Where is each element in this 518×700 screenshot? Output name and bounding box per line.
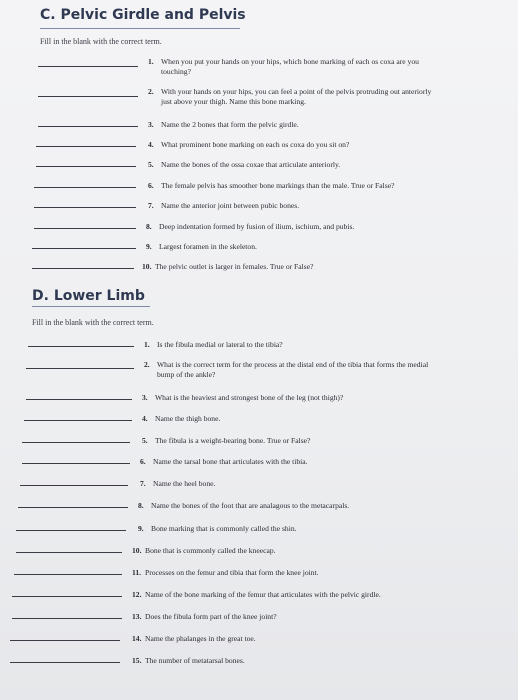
question-text: Name the anterior joint between pubic bones. bbox=[161, 201, 300, 210]
question-text: Name the thigh bone. bbox=[155, 414, 221, 423]
question-item bbox=[148, 57, 506, 77]
question-item bbox=[148, 160, 340, 170]
answer-blank[interactable] bbox=[38, 96, 138, 97]
question-number: 13. bbox=[132, 612, 142, 621]
question-text: The fibula is a weight-bearing bone. True or False? bbox=[155, 436, 311, 445]
question-number: 4. bbox=[148, 140, 154, 149]
question-item bbox=[146, 222, 354, 232]
question-number: 10. bbox=[132, 546, 142, 555]
question-number: 11. bbox=[132, 568, 142, 577]
question-text-continued: just above your thigh. Name this bone marking. bbox=[161, 97, 306, 106]
question-item bbox=[138, 524, 297, 534]
lower-limb-instructions: Fill in the blank with the correct term. bbox=[32, 318, 154, 327]
question-number: 6. bbox=[148, 181, 154, 190]
question-text: The pelvic outlet is larger in females. True or False? bbox=[155, 262, 314, 271]
question-item bbox=[148, 140, 349, 150]
question-item bbox=[140, 479, 215, 489]
question-number: 15. bbox=[132, 656, 142, 665]
question-item bbox=[148, 120, 299, 130]
answer-blank[interactable] bbox=[18, 507, 128, 508]
question-item bbox=[132, 612, 277, 622]
section-title-underline bbox=[40, 28, 240, 29]
answer-blank[interactable] bbox=[26, 368, 134, 369]
question-number: 8. bbox=[146, 222, 152, 231]
question-text: Does the fibula form part of the knee joint? bbox=[145, 612, 277, 621]
question-number: 3. bbox=[148, 120, 154, 129]
question-text: What is the heaviest and strongest bone of the leg (not thigh)? bbox=[155, 393, 344, 402]
answer-blank[interactable] bbox=[38, 66, 138, 67]
question-number: 2. bbox=[148, 87, 154, 96]
answer-blank[interactable] bbox=[16, 530, 126, 531]
question-item bbox=[148, 201, 299, 211]
question-item bbox=[142, 436, 310, 446]
question-number: 1. bbox=[148, 57, 154, 66]
question-number: 7. bbox=[148, 201, 154, 210]
answer-blank[interactable] bbox=[12, 618, 122, 619]
question-item bbox=[132, 634, 256, 644]
answer-blank[interactable] bbox=[22, 463, 130, 464]
section-title-pelvis: C. Pelvic Girdle and Pelvis bbox=[40, 7, 246, 23]
question-item bbox=[132, 656, 245, 666]
question-item bbox=[146, 242, 257, 252]
answer-blank[interactable] bbox=[10, 640, 120, 641]
question-number: 5. bbox=[148, 160, 154, 169]
question-text: Bone marking that is commonly called the shin. bbox=[151, 524, 297, 533]
question-item bbox=[132, 590, 381, 600]
question-item bbox=[144, 340, 283, 350]
question-item bbox=[138, 501, 349, 511]
question-item bbox=[140, 457, 308, 467]
pelvis-instructions: Fill in the blank with the correct term. bbox=[40, 37, 162, 46]
question-text: With your hands on your hips, you can feel a point of the pelvis protruding out anteriorly bbox=[161, 87, 432, 96]
answer-blank[interactable] bbox=[38, 126, 138, 127]
question-number: 14. bbox=[132, 634, 142, 643]
answer-blank[interactable] bbox=[20, 485, 128, 486]
question-item bbox=[142, 414, 220, 424]
question-number: 8. bbox=[138, 501, 144, 510]
answer-blank[interactable] bbox=[34, 228, 136, 229]
question-number: 12. bbox=[132, 590, 142, 599]
question-text-continued: bump of the ankle? bbox=[157, 370, 216, 379]
question-item bbox=[142, 393, 343, 403]
question-text: Name of the bone marking of the femur that articulates with the pelvic girdle. bbox=[145, 590, 381, 599]
question-text: Name the tarsal bone that articulates with the tibia. bbox=[153, 457, 308, 466]
question-number: 5. bbox=[142, 436, 148, 445]
question-item bbox=[148, 181, 394, 191]
question-text: Name the heel bone. bbox=[153, 479, 216, 488]
section-title-lower-limb: D. Lower Limb bbox=[32, 288, 145, 304]
question-item bbox=[132, 568, 319, 578]
question-text: Processes on the femur and tibia that form the knee joint. bbox=[145, 568, 319, 577]
question-text: Largest foramen in the skeleton. bbox=[159, 242, 257, 251]
question-text: The female pelvis has smoother bone markings than the male. True or False? bbox=[161, 181, 395, 190]
section-title-underline bbox=[32, 306, 150, 307]
question-number: 3. bbox=[142, 393, 148, 402]
answer-blank[interactable] bbox=[24, 420, 132, 421]
answer-blank[interactable] bbox=[26, 399, 132, 400]
answer-blank[interactable] bbox=[28, 346, 134, 347]
question-text: The number of metatarsal bones. bbox=[145, 656, 245, 665]
question-number: 1. bbox=[144, 340, 150, 349]
question-text: Deep indentation formed by fusion of ilium, ischium, and pubis. bbox=[159, 222, 355, 231]
question-text: Name the phalanges in the great toe. bbox=[145, 634, 256, 643]
answer-blank[interactable] bbox=[36, 146, 136, 147]
question-number: 4. bbox=[142, 414, 148, 423]
question-text: Name the bones of the foot that are analagous to the metacarpals. bbox=[151, 501, 350, 510]
question-number: 9. bbox=[138, 524, 144, 533]
answer-blank[interactable] bbox=[10, 662, 120, 663]
question-item bbox=[142, 262, 313, 272]
question-number: 10. bbox=[142, 262, 152, 271]
question-text: Is the fibula medial or lateral to the tibia? bbox=[157, 340, 283, 349]
question-text: What is the correct term for the process at the distal end of the tibia that forms the medial bbox=[157, 360, 429, 369]
question-item bbox=[148, 87, 506, 107]
question-number: 2. bbox=[144, 360, 150, 369]
answer-blank[interactable] bbox=[14, 574, 122, 575]
answer-blank[interactable] bbox=[36, 166, 136, 167]
answer-blank[interactable] bbox=[32, 268, 134, 269]
question-text: When you put your hands on your hips, which bone marking of each os coxa are you bbox=[161, 57, 419, 66]
question-text: Name the 2 bones that form the pelvic girdle. bbox=[161, 120, 299, 129]
question-text: What prominent bone marking on each os coxa do you sit on? bbox=[161, 140, 350, 149]
answer-blank[interactable] bbox=[34, 187, 136, 188]
question-number: 6. bbox=[140, 457, 146, 466]
question-item bbox=[144, 360, 510, 380]
question-text: Name the bones of the ossa coxae that articulate anteriorly. bbox=[161, 160, 341, 169]
question-number: 7. bbox=[140, 479, 146, 488]
question-text-continued: touching? bbox=[161, 67, 191, 76]
answer-blank[interactable] bbox=[32, 248, 136, 249]
answer-blank[interactable] bbox=[16, 552, 122, 553]
question-text: Bone that is commonly called the kneecap. bbox=[145, 546, 276, 555]
answer-blank[interactable] bbox=[22, 442, 130, 443]
answer-blank[interactable] bbox=[34, 207, 136, 208]
answer-blank[interactable] bbox=[12, 596, 122, 597]
question-item bbox=[132, 546, 276, 556]
question-number: 9. bbox=[146, 242, 152, 251]
